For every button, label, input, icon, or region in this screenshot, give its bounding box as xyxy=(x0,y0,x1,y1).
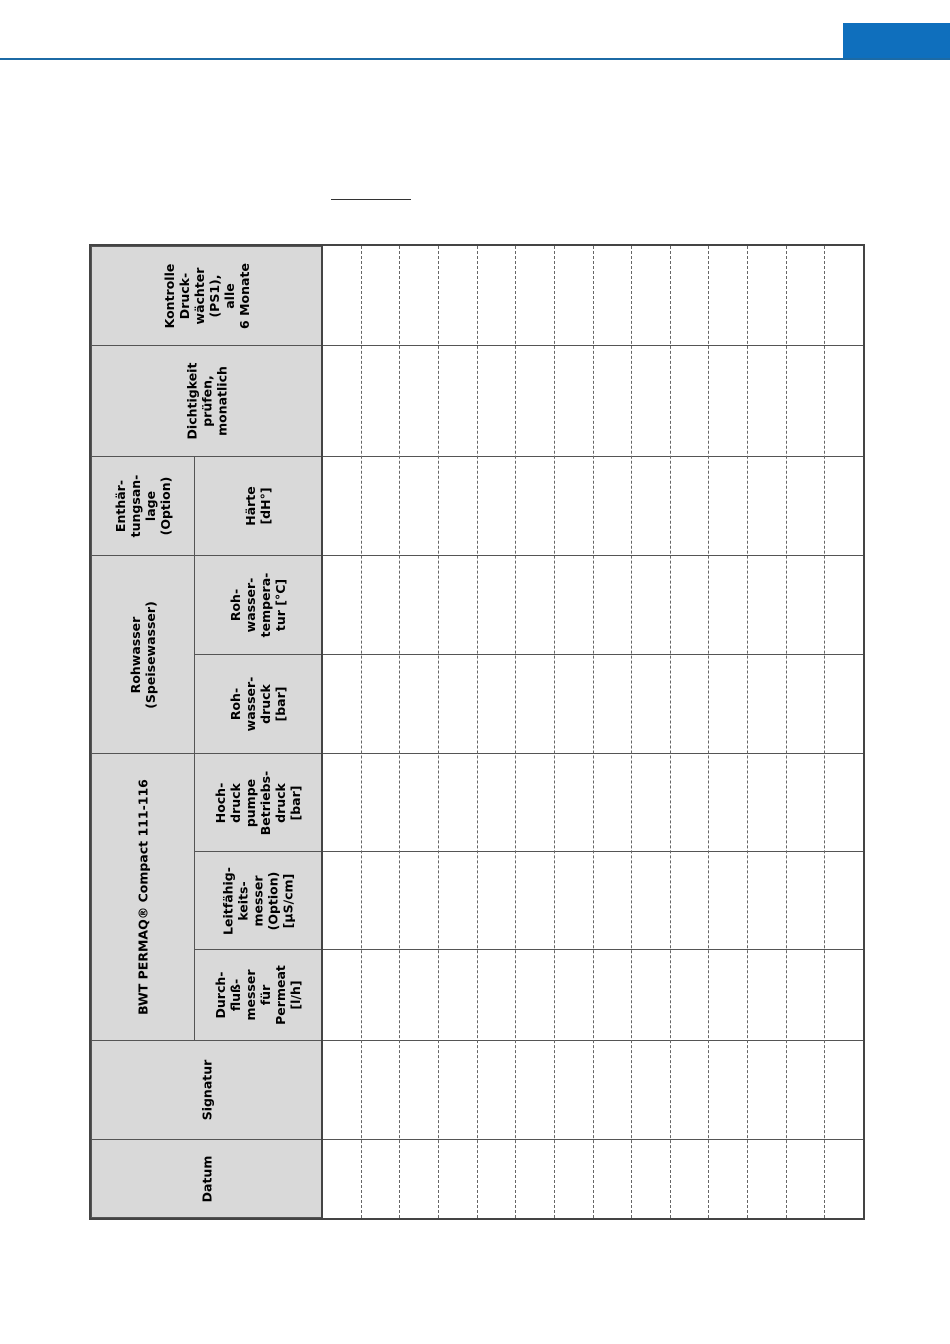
header-durchfluss-label: Durch- fluß- messer für Permeat [l/h] xyxy=(213,965,303,1025)
header-rohwassertemperatur-label: Roh- wasser- tempera- tur [°C] xyxy=(228,572,288,638)
header-datum-label: Datum xyxy=(199,1155,214,1202)
header-signatur-label: Signatur xyxy=(199,1059,214,1121)
header-rohwasserdruck-label: Roh- wasser- druck [bar] xyxy=(228,676,288,732)
table-frame xyxy=(89,244,865,1220)
header-rule xyxy=(0,58,950,60)
header-hochdruck-label: Hoch- druck pumpe Betriebs- druck [bar] xyxy=(213,770,303,835)
header-haerte-label: Härte [dH°] xyxy=(243,486,273,526)
header-group-bwt-permaq-label: BWT PERMAQ® Compact 111-116 xyxy=(135,779,151,1015)
header-kontrolle-druckwaechter-label: Kontrolle Druck- wächter (PS1), alle 6 Monate xyxy=(161,263,252,329)
header-dichtigkeit-label: Dichtigkeit prüfen, monatlich xyxy=(184,362,229,440)
header-accent-tab xyxy=(843,23,950,59)
header-group-rohwasser-label: Rohwasser (Speisewasser) xyxy=(128,600,158,709)
header-leitfaehigkeit-label: Leitfähig- keits- messer (Option) [µS/cm] xyxy=(220,866,296,935)
header-group-enthaertung-label: Enthär- tungsan- lage (Option) xyxy=(113,474,173,538)
underline-mark xyxy=(331,199,411,200)
